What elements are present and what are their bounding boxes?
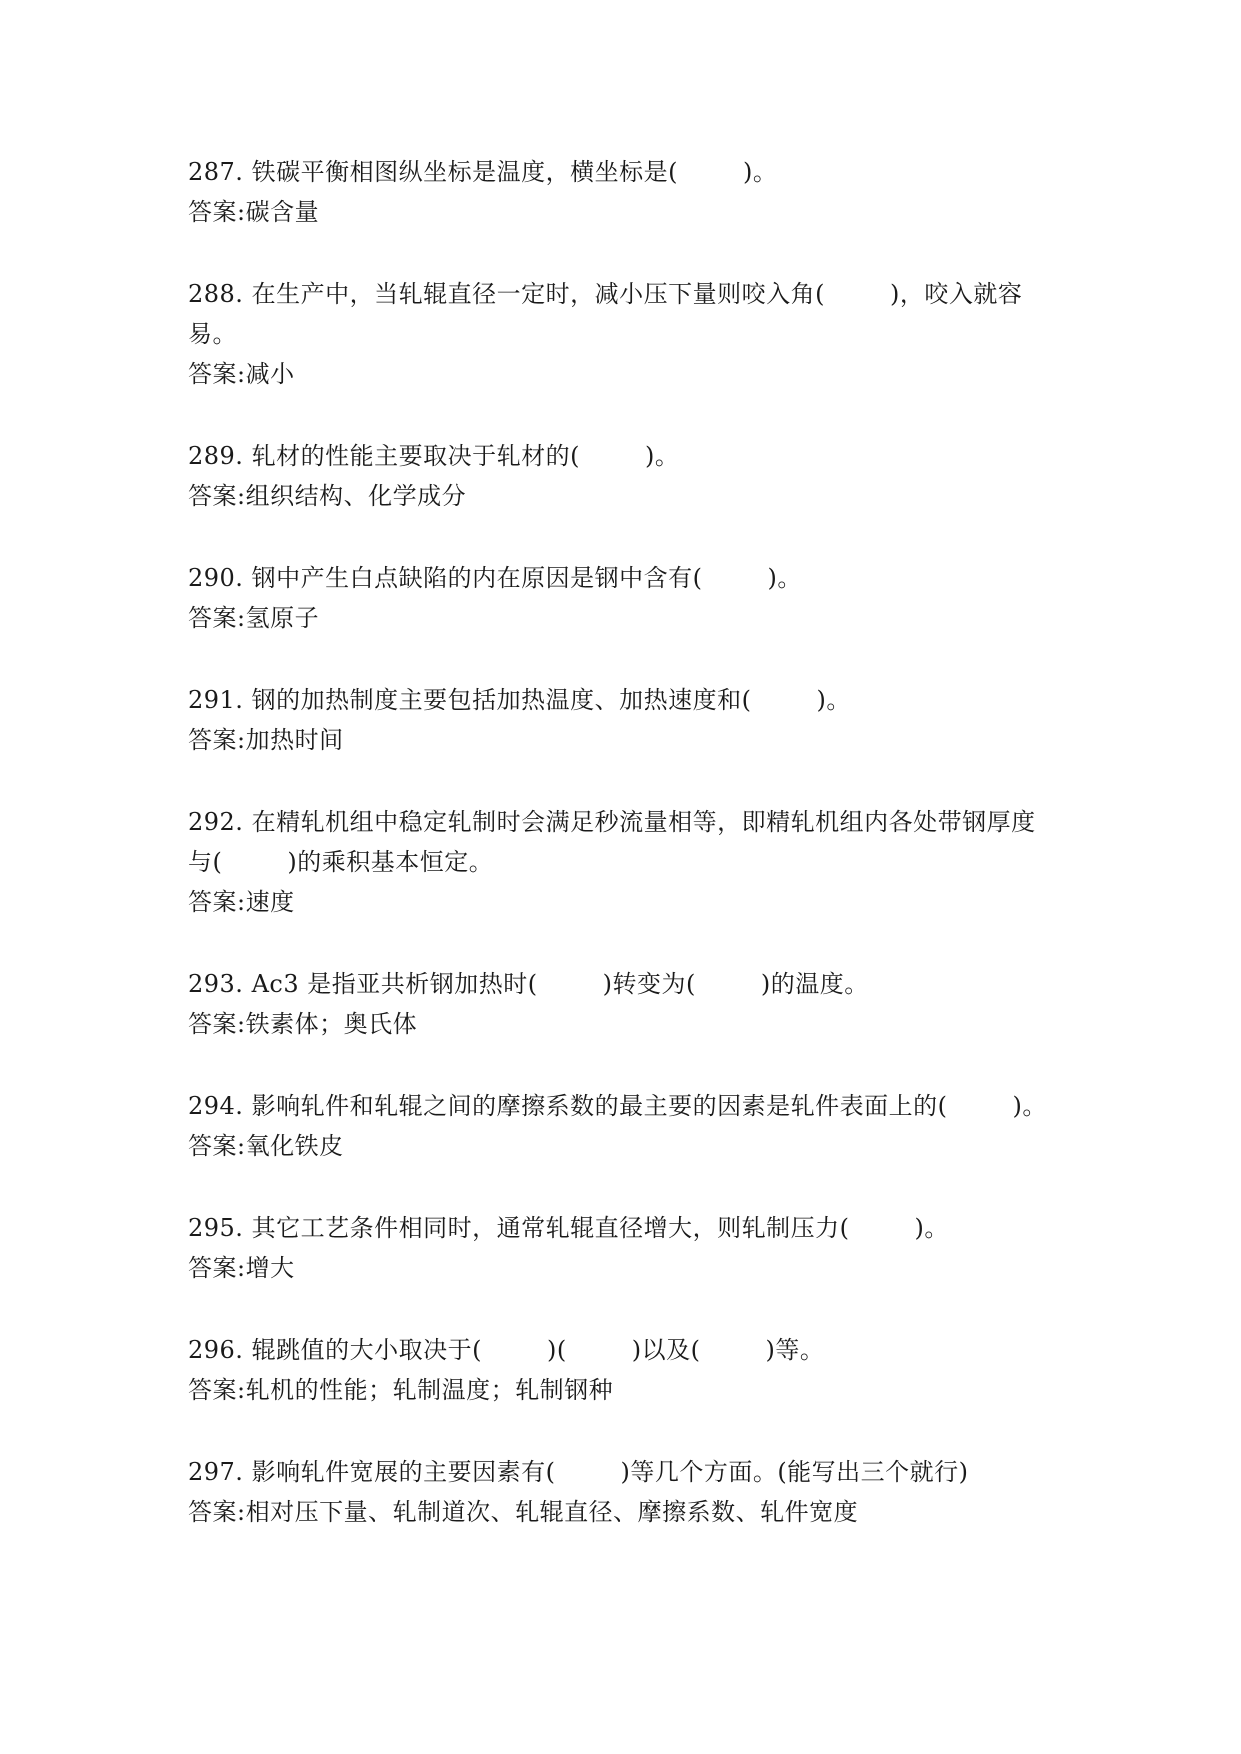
answer-text: 答案:铁素体；奥氏体 — [188, 1010, 418, 1038]
question-295 — [188, 1208, 1088, 1288]
question-292 — [188, 802, 1088, 922]
question-290 — [188, 558, 1088, 638]
question-288 — [188, 274, 1088, 394]
answer-text: 答案:相对压下量、轧制道次、轧辊直径、摩擦系数、轧件宽度 — [188, 1498, 859, 1526]
question-293 — [188, 964, 1088, 1044]
question-294 — [188, 1086, 1088, 1166]
answer-text: 答案:轧机的性能；轧制温度；轧制钢种 — [188, 1376, 614, 1404]
answer-text: 答案:加热时间 — [188, 726, 344, 754]
question-text: 293. Ac3 是指亚共析钢加热时( )转变为( )的温度。 — [188, 970, 869, 998]
question-text: 295. 其它工艺条件相同时，通常轧辊直径增大，则轧制压力( )。 — [188, 1214, 949, 1242]
question-text: 294. 影响轧件和轧辊之间的摩擦系数的最主要的因素是轧件表面上的( )。 — [188, 1092, 1047, 1120]
question-text: 288. 在生产中，当轧辊直径一定时，减小压下量则咬入角( )，咬入就容 — [188, 280, 1023, 308]
question-296 — [188, 1330, 1088, 1410]
question-297 — [188, 1452, 1088, 1532]
question-289 — [188, 436, 1088, 516]
answer-text: 答案:氢原子 — [188, 604, 320, 632]
question-text-continued: 易。 — [188, 320, 237, 348]
question-text: 291. 钢的加热制度主要包括加热温度、加热速度和( )。 — [188, 686, 851, 714]
answer-text: 答案:氧化铁皮 — [188, 1132, 344, 1160]
answer-text: 答案:速度 — [188, 888, 295, 916]
question-text: 290. 钢中产生白点缺陷的内在原因是钢中含有( )。 — [188, 564, 802, 592]
answer-text: 答案:增大 — [188, 1254, 295, 1282]
question-text: 289. 轧材的性能主要取决于轧材的( )。 — [188, 442, 680, 470]
answer-text: 答案:减小 — [188, 360, 295, 388]
document-page — [188, 152, 1088, 1574]
question-text-continued: 与( )的乘积基本恒定。 — [188, 848, 494, 876]
question-287 — [188, 152, 1088, 232]
answer-text: 答案:碳含量 — [188, 198, 320, 226]
question-text: 296. 辊跳值的大小取决于( )( )以及( )等。 — [188, 1336, 825, 1364]
question-text: 292. 在精轧机组中稳定轧制时会满足秒流量相等，即精轧机组内各处带钢厚度 — [188, 808, 1036, 836]
question-text: 287. 铁碳平衡相图纵坐标是温度，横坐标是( )。 — [188, 158, 778, 186]
question-text: 297. 影响轧件宽展的主要因素有( )等几个方面。(能写出三个就行) — [188, 1458, 969, 1486]
question-291 — [188, 680, 1088, 760]
answer-text: 答案:组织结构、化学成分 — [188, 482, 467, 510]
